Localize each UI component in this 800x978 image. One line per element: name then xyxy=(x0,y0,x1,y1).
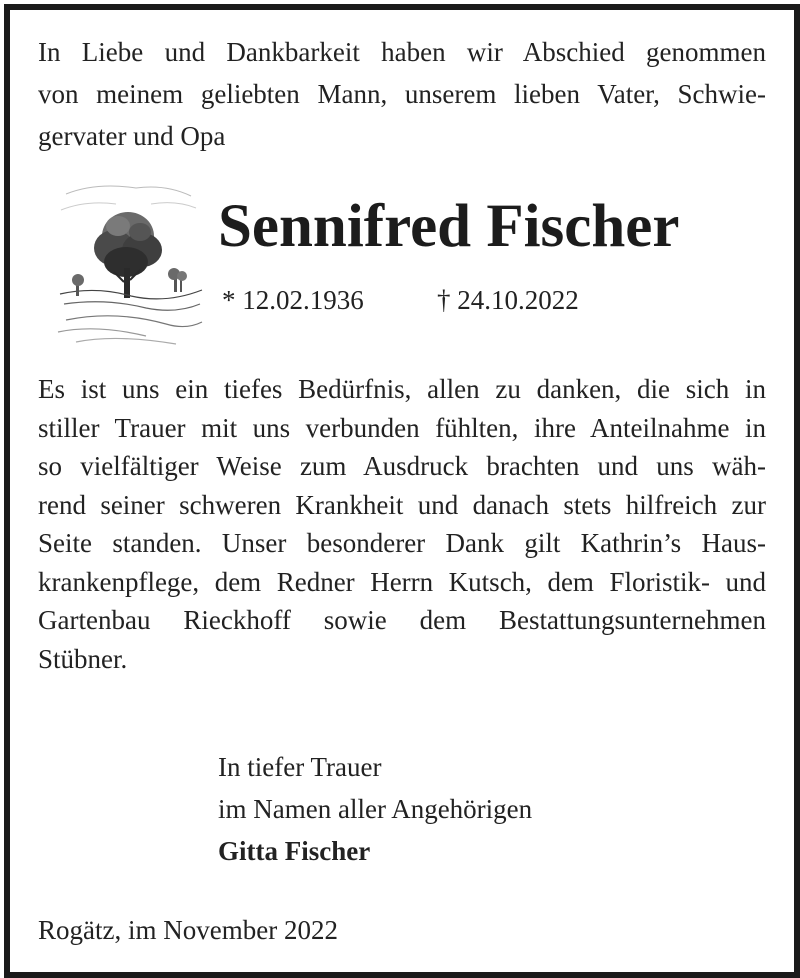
body-line: krankenpflege, dem Redner Herrn Kutsch, dem Floristik- und xyxy=(38,566,766,597)
signature: Gitta Fischer xyxy=(218,836,371,866)
closing-line: im Namen aller Angehörigen xyxy=(218,794,533,824)
place-date: Rogätz, im November 2022 xyxy=(38,915,338,945)
closing-line: In tiefer Trauer xyxy=(218,752,382,782)
body-line: Gartenbau Rieckhoff sowie dem Bestattungsunternehmen xyxy=(38,605,766,635)
body-text xyxy=(38,370,766,678)
tree-landscape-icon xyxy=(56,174,204,346)
body-line: so vielfältiger Weise zum Ausdruck brachten und uns wäh- xyxy=(38,451,766,481)
intro-text xyxy=(38,31,766,157)
body-line: Es ist uns ein tiefes Bedürfnis, allen zu danken, die sich in xyxy=(38,374,766,404)
body-line: Stübner. xyxy=(38,643,128,674)
death-date: † 24.10.2022 xyxy=(437,285,579,315)
obituary-frame xyxy=(4,4,800,978)
life-dates xyxy=(222,283,579,317)
body-line: stiller Trauer mit uns verbunden fühlten, ihre Anteilnahme in xyxy=(38,412,766,443)
intro-line: von meinem geliebten Mann, unserem lieben Vater, Schwie- xyxy=(38,79,766,109)
intro-line: gervater und Opa xyxy=(38,121,226,151)
birth-date: * 12.02.1936 xyxy=(222,285,364,315)
body-line: rend seiner schweren Krankheit und danach stets hilfreich zur xyxy=(38,489,766,520)
body-line: Seite standen. Unser besonderer Dank gilt Kathrin’s Haus- xyxy=(38,528,766,558)
deceased-name: Sennifred Fischer xyxy=(218,193,680,260)
closing-block xyxy=(218,746,532,872)
intro-line: In Liebe und Dankbarkeit haben wir Abschied genommen xyxy=(38,37,766,67)
